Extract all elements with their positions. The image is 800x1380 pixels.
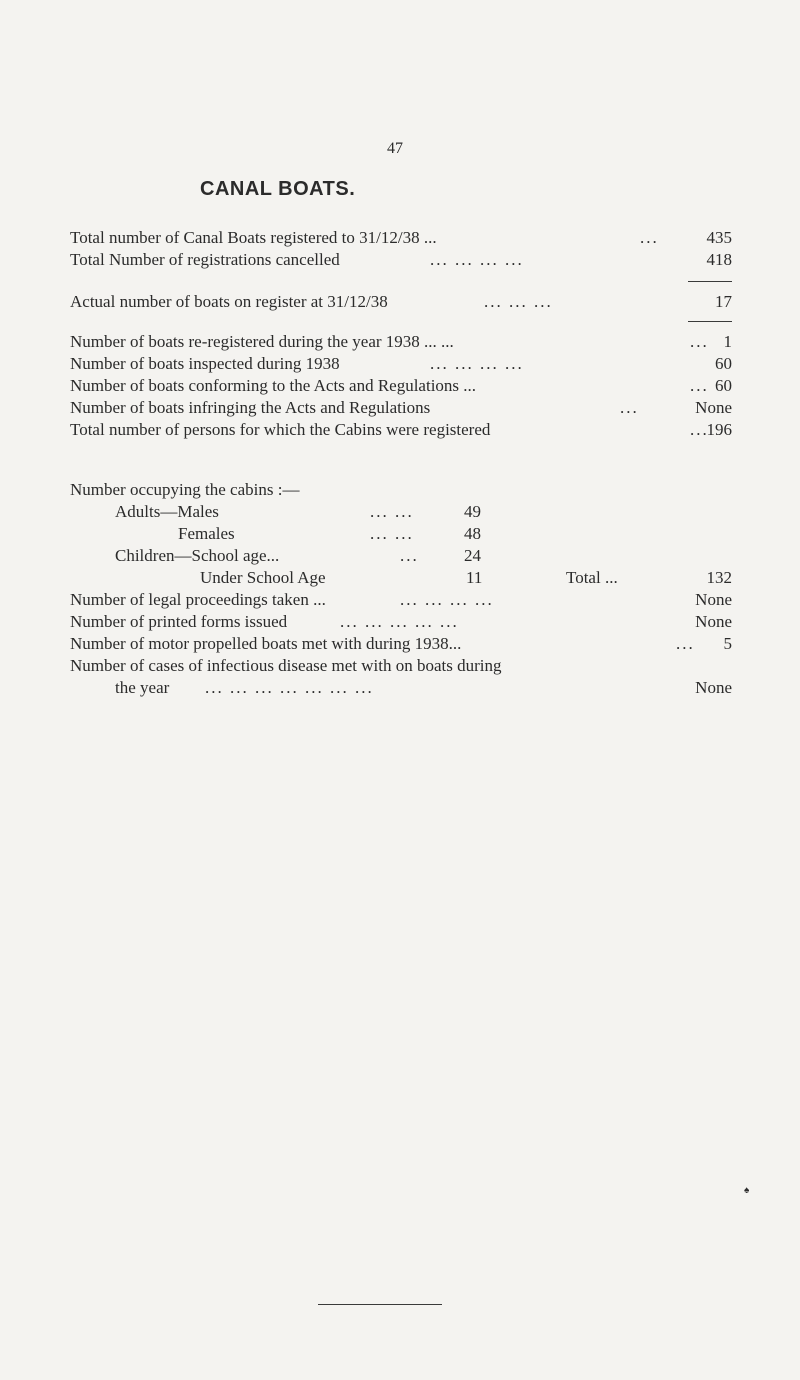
re-registered-dots: ... (690, 332, 709, 351)
bottom-rule (318, 1304, 442, 1305)
actual-register-dots: ... ... ... (484, 292, 553, 311)
inspected-label: Number of boats inspected during 1938 (70, 354, 340, 373)
conforming-dots: ... (690, 376, 709, 395)
children-school-age-value: 24 (464, 546, 481, 565)
registered-total-value: 435 (706, 228, 732, 247)
re-registered-label: Number of boats re-registered during the year 1938 ... ... (70, 332, 454, 351)
conforming-value: 60 (715, 376, 732, 395)
occupancy-heading: Number occupying the cabins :— (70, 480, 300, 499)
adults-males-label: Adults—Males (115, 502, 219, 521)
infringing-label: Number of boats infringing the Acts and Regulations (70, 398, 431, 417)
inspected-value: 60 (715, 354, 732, 373)
page-number: 47 (387, 140, 403, 157)
stray-mark: ♠ (744, 1185, 750, 1196)
infectious-cases-label-line1: Number of cases of infectious disease met with on boats during (70, 656, 502, 675)
actual-register-value: 17 (715, 292, 732, 311)
registered-total-dots: ... (640, 228, 659, 247)
motor-boats-dots: ... (676, 634, 695, 653)
adults-males-value: 49 (464, 502, 481, 521)
children-school-age-label: Children—School age... (115, 546, 280, 565)
persons-registered-dots: ... (690, 420, 709, 439)
conforming-label: Number of boats conforming to the Acts and Regulations ... (70, 376, 477, 395)
legal-proceedings-dots: ... ... ... ... (400, 590, 494, 609)
sum-rule-top (688, 281, 732, 282)
infectious-cases-value: None (695, 678, 732, 697)
adults-females-dots: ... ... (370, 524, 414, 543)
re-registered-value: 1 (723, 332, 732, 351)
printed-forms-value: None (695, 612, 732, 631)
page-title: CANAL BOATS. (200, 178, 356, 200)
infectious-cases-label-line2: the year (115, 678, 170, 697)
adults-females-value: 48 (464, 524, 481, 543)
persons-registered-label: Total number of persons for which the Cabins were registered (70, 420, 491, 439)
actual-register-label: Actual number of boats on register at 31/12/38 (70, 292, 388, 311)
printed-forms-dots: ... ... ... ... ... (340, 612, 459, 631)
legal-proceedings-label: Number of legal proceedings taken ... (70, 590, 326, 609)
occupancy-total-label: Total ... (566, 568, 618, 587)
inspected-dots: ... ... ... ... (430, 354, 524, 373)
infringing-dots: ... (620, 398, 639, 417)
registered-total-label: Total number of Canal Boats registered to 31/12/38 ... (70, 228, 437, 247)
cancelled-total-label: Total Number of registrations cancelled (70, 250, 340, 269)
cancelled-total-dots: ... ... ... ... (430, 250, 524, 269)
legal-proceedings-value: None (695, 590, 732, 609)
children-school-age-dots: ... (400, 546, 419, 565)
motor-boats-label: Number of motor propelled boats met with during 1938... (70, 634, 462, 653)
cancelled-total-value: 418 (706, 250, 732, 269)
infringing-value: None (695, 398, 732, 417)
persons-registered-value: 196 (706, 420, 732, 439)
under-school-age-value: 11 (466, 568, 483, 587)
sum-rule-bottom (688, 321, 732, 322)
adults-females-label: Females (178, 524, 235, 543)
occupancy-total-value: 132 (706, 568, 732, 587)
under-school-age-label: Under School Age (200, 568, 326, 587)
motor-boats-value: 5 (723, 634, 732, 653)
adults-males-dots: ... ... (370, 502, 414, 521)
printed-forms-label: Number of printed forms issued (70, 612, 288, 631)
infectious-cases-dots: ... ... ... ... ... ... ... (205, 678, 374, 697)
